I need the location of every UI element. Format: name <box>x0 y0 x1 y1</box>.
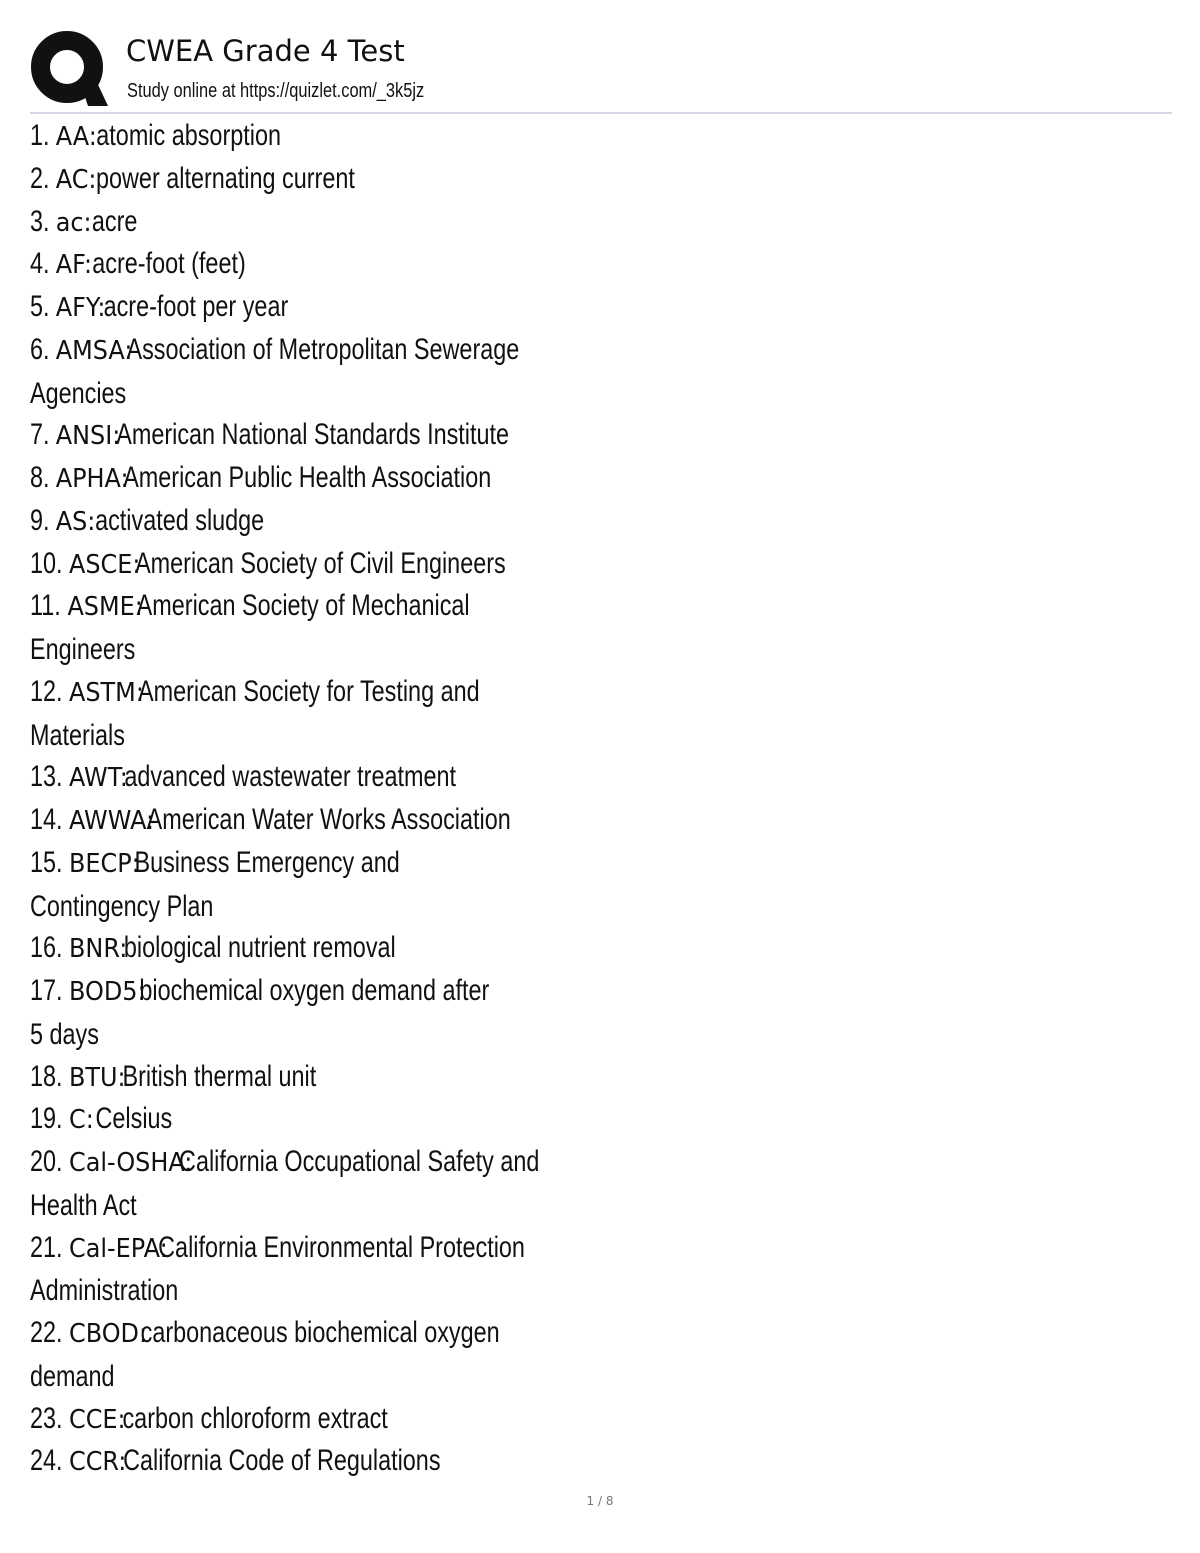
term-number: 12. <box>30 674 63 708</box>
term-number: 5. <box>30 290 50 323</box>
term-definition: carbonaceous biochemical oxygen <box>140 1316 500 1349</box>
term-definition: California Occupational Safety and <box>179 1145 540 1178</box>
term-definition: American Society of Mechanical <box>136 589 470 623</box>
term-definition-continued: Administration <box>30 1274 179 1308</box>
term-item <box>30 585 470 671</box>
term-abbreviation: AA: <box>56 122 98 152</box>
term-definition: activated sludge <box>95 503 265 537</box>
term-abbreviation: BNR: <box>69 934 128 965</box>
term-item <box>30 543 506 586</box>
term-abbreviation: BOD5: <box>69 977 146 1007</box>
term-abbreviation: CCR: <box>69 1447 127 1478</box>
term-definition: carbon chloroform extract <box>122 1401 388 1435</box>
term-number: 23. <box>30 1401 63 1435</box>
term-definition-continued: demand <box>30 1359 115 1393</box>
term-abbreviation: AC: <box>56 164 97 195</box>
term-number: 10. <box>30 546 63 580</box>
term-item <box>30 1056 467 1099</box>
term-definition-continued: Contingency Plan <box>30 889 214 923</box>
term-abbreviation: ASME: <box>67 592 143 623</box>
term-item <box>30 927 467 970</box>
term-item <box>30 500 467 543</box>
term-definition: biochemical oxygen demand after <box>139 974 490 1007</box>
term-definition: California Code of Regulations <box>123 1444 441 1478</box>
term-abbreviation: ac: <box>56 207 92 238</box>
term-definition: Celsius <box>95 1102 173 1136</box>
term-abbreviation: C: <box>69 1105 94 1136</box>
term-number: 20. <box>30 1145 63 1178</box>
term-abbreviation: AWWA: <box>69 806 155 836</box>
term-definition-continued: Engineers <box>30 633 136 666</box>
term-abbreviation: BTU: <box>69 1062 126 1093</box>
term-definition: atomic absorption <box>96 119 281 152</box>
study-online-link[interactable]: Study online at https://quizlet.com/_3k5jz <box>127 80 425 102</box>
term-abbreviation: AWT: <box>69 763 128 794</box>
quizlet-logo-icon <box>30 30 108 108</box>
term-item <box>30 799 511 842</box>
term-number: 18. <box>30 1059 63 1093</box>
term-number: 9. <box>30 503 50 537</box>
term-abbreviation: BECP: <box>69 848 140 879</box>
term-number: 14. <box>30 803 63 836</box>
term-item <box>30 457 492 500</box>
term-number: 8. <box>30 461 50 494</box>
term-number: 16. <box>30 931 63 965</box>
term-number: 2. <box>30 161 50 195</box>
term-definition: American Public Health Association <box>123 461 492 494</box>
term-item <box>30 286 467 329</box>
term-definition: biological nutrient removal <box>123 931 396 965</box>
term-definition: Association of Metropolitan Sewerage <box>126 332 520 366</box>
document-title: CWEA Grade 4 Test <box>126 34 405 68</box>
term-definition-continued: Materials <box>30 718 125 752</box>
term-definition-continued: Agencies <box>30 376 127 410</box>
term-definition: British thermal unit <box>122 1059 317 1093</box>
term-number: 19. <box>30 1102 63 1136</box>
header-divider <box>30 112 1172 114</box>
term-abbreviation: ASTM: <box>69 677 144 708</box>
term-abbreviation: ASCE: <box>69 549 141 580</box>
term-definition: power alternating current <box>96 161 355 195</box>
term-abbreviation: CCE: <box>69 1404 126 1435</box>
term-abbreviation: Cal-OSHA: <box>69 1148 193 1178</box>
term-definition: California Environmental Protection <box>158 1230 525 1264</box>
term-item <box>30 158 467 201</box>
term-item <box>30 1227 525 1313</box>
term-definition: American Society of Civil Engineers <box>135 546 506 580</box>
term-definition: acre-foot per year <box>103 290 289 323</box>
term-item <box>30 671 480 757</box>
term-number: 24. <box>30 1444 63 1478</box>
term-item <box>30 201 467 244</box>
term-abbreviation: AMSA: <box>56 335 133 366</box>
term-definition: American Water Works Association <box>146 803 511 836</box>
term-abbreviation: APHA: <box>56 464 129 494</box>
term-definition-continued: 5 days <box>30 1017 99 1051</box>
term-item <box>30 842 467 928</box>
term-item <box>30 1440 467 1483</box>
page-number: 1 / 8 <box>586 1494 614 1508</box>
term-item <box>30 115 467 158</box>
term-number: 11. <box>30 589 61 623</box>
term-number: 3. <box>30 204 50 238</box>
term-definition: acre <box>91 204 138 238</box>
term-number: 7. <box>30 418 50 452</box>
term-number: 17. <box>30 974 63 1007</box>
term-item <box>30 1398 467 1441</box>
term-item <box>30 970 490 1056</box>
term-number: 15. <box>30 845 63 879</box>
term-number: 22. <box>30 1316 63 1349</box>
term-definition: American National Standards Institute <box>116 418 510 452</box>
term-item <box>30 1141 540 1227</box>
term-abbreviation: Cal-EPA: <box>69 1233 168 1264</box>
term-number: 4. <box>30 247 50 281</box>
term-number: 13. <box>30 760 63 794</box>
term-definition: acre-foot (feet) <box>92 247 246 281</box>
term-list <box>30 115 590 1483</box>
term-item <box>30 414 510 457</box>
term-item <box>30 756 467 799</box>
term-abbreviation: AFY: <box>56 293 106 323</box>
term-abbreviation: AS: <box>56 506 96 537</box>
term-abbreviation: CBOD: <box>69 1319 148 1349</box>
term-abbreviation: AF: <box>56 250 93 281</box>
term-definition-continued: Health Act <box>30 1188 137 1222</box>
term-number: 21. <box>30 1230 63 1264</box>
term-number: 6. <box>30 332 50 366</box>
term-abbreviation: ANSI: <box>56 421 121 452</box>
term-item <box>30 329 520 415</box>
term-number: 1. <box>30 119 50 152</box>
term-item <box>30 243 467 286</box>
term-definition: Business Emergency and <box>134 845 400 879</box>
term-definition: American Society for Testing and <box>137 674 480 708</box>
term-item <box>30 1098 467 1141</box>
page-header <box>30 28 1172 112</box>
term-item <box>30 1312 500 1398</box>
term-definition: advanced wastewater treatment <box>124 760 457 794</box>
